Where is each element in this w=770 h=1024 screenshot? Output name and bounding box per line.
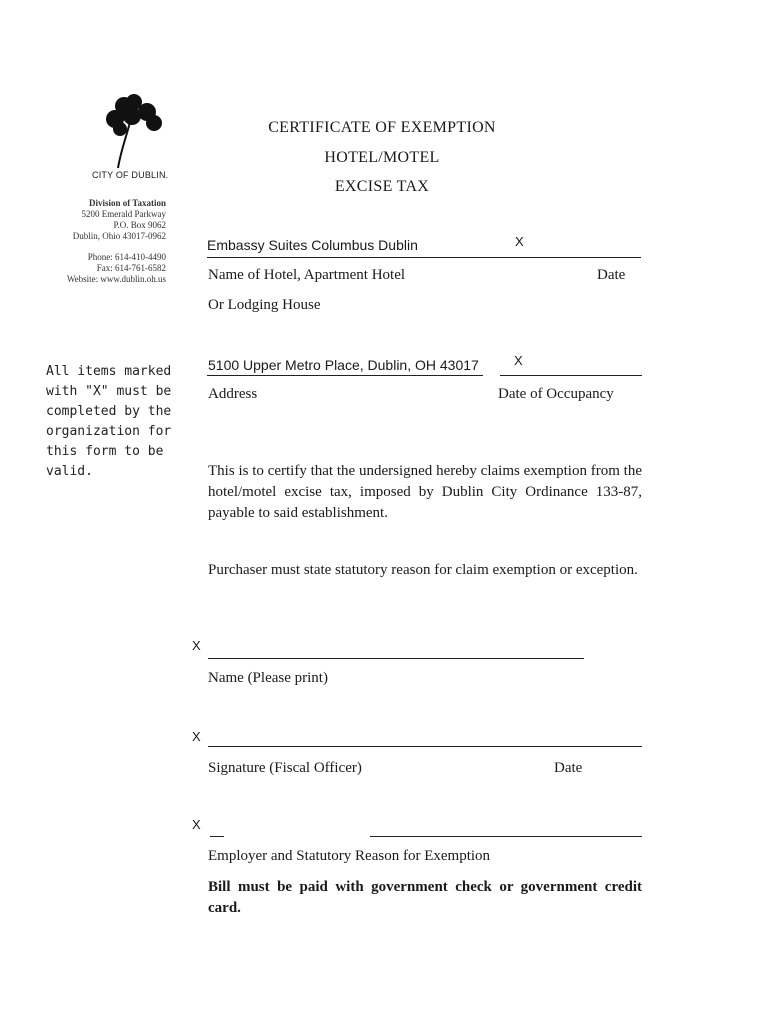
occupancy-line	[500, 375, 642, 376]
hotel-name-value[interactable]: Embassy Suites Columbus Dublin	[207, 237, 418, 253]
occupancy-label: Date of Occupancy	[498, 386, 614, 402]
hotel-date-label: Date	[597, 267, 626, 283]
signature-line[interactable]	[208, 746, 642, 747]
phone: Phone: 614-410-4490	[87, 252, 166, 262]
employer-line-short[interactable]	[210, 836, 224, 837]
address-line-1: 5200 Emerald Parkway	[81, 209, 166, 219]
contact-block	[16, 198, 166, 285]
name-label: Name (Please print)	[208, 670, 328, 686]
fax: Fax: 614-761-6582	[96, 263, 166, 273]
x-mark-signature: X	[192, 729, 201, 744]
x-mark-name: X	[192, 638, 201, 653]
purchaser-text: Purchaser must state statutory reason for claim exemption or exception.	[208, 562, 638, 578]
required-note: All items marked with "X" must be completed by the organization for this form to be valid.	[46, 364, 172, 479]
certification-text: This is to certify that the undersigned hereby claims exemption from the hotel/motel excise tax, imposed by Dublin City Ordinance 133-87, payable to said establishment.	[208, 463, 642, 521]
website: Website: www.dublin.oh.us	[66, 274, 166, 284]
employer-line[interactable]	[370, 836, 642, 837]
title-line-1: CERTIFICATE OF EXEMPTION	[268, 119, 496, 136]
hotel-name-label-2: Or Lodging House	[208, 297, 321, 313]
hotel-name-line	[207, 257, 641, 258]
hotel-name-label: Name of Hotel, Apartment Hotel	[208, 267, 406, 283]
x-mark-hotel-date: X	[515, 234, 524, 249]
address-value[interactable]: 5100 Upper Metro Place, Dublin, OH 43017	[208, 357, 479, 373]
city-name: CITY OF DUBLIN.	[92, 170, 169, 180]
signature-date-label: Date	[554, 760, 583, 776]
x-mark-employer: X	[192, 817, 201, 832]
address-line	[207, 375, 483, 376]
title-line-2: HOTEL/MOTEL	[324, 149, 440, 166]
shamrock-icon	[104, 92, 166, 170]
signature-label: Signature (Fiscal Officer)	[208, 760, 362, 776]
address-label: Address	[208, 386, 258, 402]
employer-label: Employer and Statutory Reason for Exemption	[208, 848, 491, 864]
address-line-2: P.O. Box 9062	[113, 220, 166, 230]
division-name: Division of Taxation	[88, 198, 166, 208]
address-line-3: Dublin, Ohio 43017-0962	[72, 231, 166, 241]
payment-note: Bill must be paid with government check or government credit card.	[208, 879, 642, 916]
x-mark-occupancy: X	[514, 353, 523, 368]
name-line[interactable]	[208, 658, 584, 659]
title-line-3: EXCISE TAX	[334, 178, 430, 195]
